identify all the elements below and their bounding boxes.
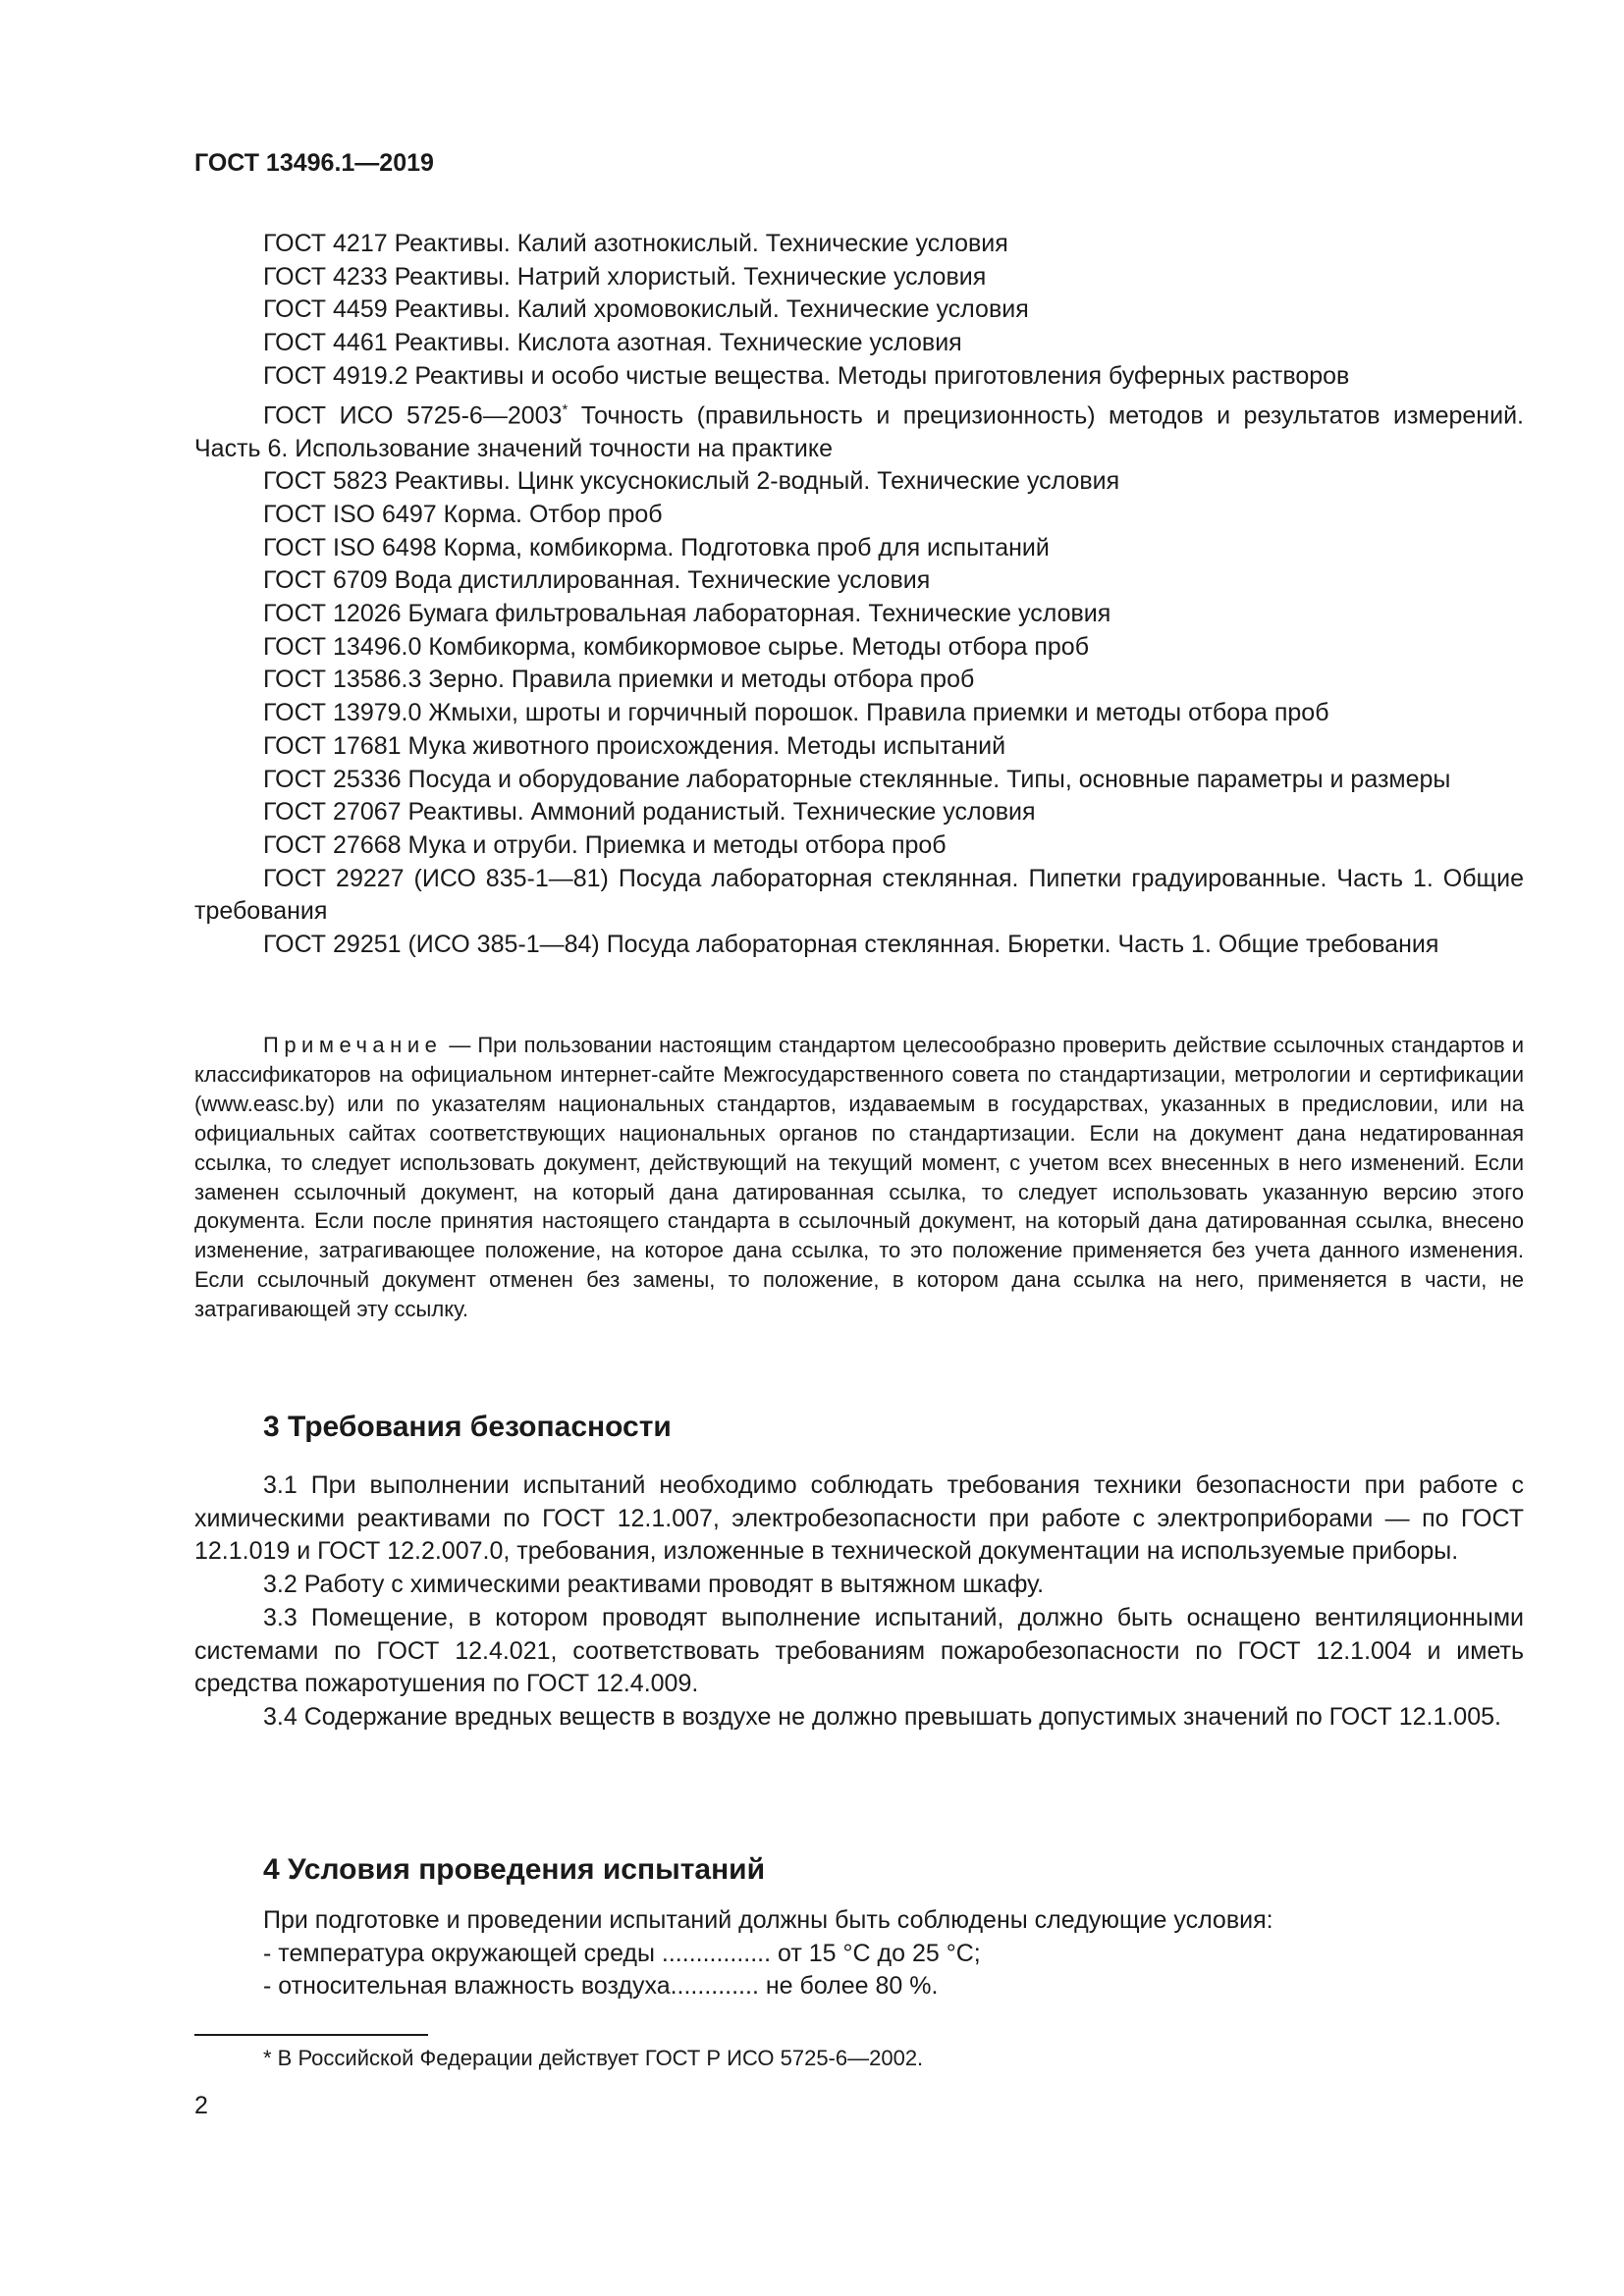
reference-item: ГОСТ 29227 (ИСО 835-1—81) Посуда лабораторная стеклянная. Пипетки градуированные. Часть 1. Общие требования	[194, 864, 1524, 926]
reference-code: ГОСТ ИСО 5725-6—2003	[263, 400, 563, 429]
reference-item: ГОСТ 6709 Вода дистиллированная. Технические условия	[263, 566, 931, 595]
reference-item: ГОСТ 27668 Мука и отруби. Приемка и методы отбора проб	[263, 830, 947, 859]
note-label: Примечание	[263, 1033, 443, 1057]
reference-item: ГОСТ 4461 Реактивы. Кислота азотная. Технические условия	[263, 329, 962, 357]
section-3-heading: 3 Требования безопасности	[263, 1411, 672, 1443]
reference-title: Точность (правильность и прецизионность) методов и результатов измерений. Часть 6. Использование значений точности на практике	[194, 400, 1524, 462]
footnote-marker: *	[562, 400, 568, 418]
note-text: — При пользовании настоящим стандартом целесообразно проверить действие ссылочных стандартов и классификаторов на официальном интернет-сайте Межгосударственного совета по стандартизации, метрологии и сертификации (www.easc.by) или по указателям национальных стандартов, издаваемым в государствах, указанных в предисловии, или на официальных сайтах соответствующих национальных органов по стандартизации. Если на документ дана недатированная ссылка, то следует использовать документ, действующий на текущий момент, с учетом всех внесенных в него изменений. Если заменен ссылочный документ, на который дана датированная ссылка, то следует использовать указанную версию этого документа. Если после принятия настоящего стандарта в ссылочный документ, на который дана датированная ссылка, внесено изменение, затрагивающее положение, на которое дана ссылка, то это положение применяется без учета данного изменения. Если ссылочный документ отменен без замены, то положение, в котором дана ссылка на него, применяется в части, не затрагивающей эту ссылку.	[194, 1033, 1524, 1322]
condition-item: - температура окружающей среды ................ от 15 °С до 25 °С;	[263, 1939, 981, 1967]
section-3-body	[194, 1469, 1524, 1735]
reference-item: ГОСТ 4459 Реактивы. Калий хромовокислый. Технические условия	[263, 295, 1029, 324]
reference-item: ГОСТ 13496.0 Комбикорма, комбикормовое сырье. Методы отбора проб	[263, 632, 1090, 661]
reference-item: ГОСТ 4217 Реактивы. Калий азотнокислый. Технические условия	[263, 230, 1008, 257]
reference-item: ГОСТ 4233 Реактивы. Натрий хлористый. Технические условия	[263, 262, 987, 291]
reference-item: ГОСТ ISO 6497 Корма. Отбор проб	[263, 500, 663, 528]
reference-item: ГОСТ 29251 (ИСО 385-1—84) Посуда лабораторная стеклянная. Бюретки. Часть 1. Общие требования	[263, 931, 1439, 959]
reference-item: ГОСТ 4919.2 Реактивы и особо чистые вещества. Методы приготовления буферных растворов	[263, 361, 1350, 390]
reference-item: ГОСТ 27067 Реактивы. Аммоний роданистый. Технические условия	[263, 798, 1036, 827]
reference-item: ГОСТ 25336 Посуда и оборудование лабораторные стеклянные. Типы, основные параметры и размеры	[263, 765, 1451, 793]
section-4-body	[194, 1904, 1524, 2003]
condition-item: - относительная влажность воздуха............. не более 80 %.	[263, 1972, 939, 2001]
section-4-heading: 4 Условия проведения испытаний	[263, 1853, 766, 1886]
reference-item: ГОСТ 13979.0 Жмыхи, шроты и горчичный порошок. Правила приемки и методы отбора проб	[263, 699, 1329, 727]
reference-item: ГОСТ 5823 Реактивы. Цинк уксуснокислый 2-водный. Технические условия	[263, 467, 1120, 496]
page-number: 2	[194, 2092, 208, 2119]
reference-item: ГОСТ 13586.3 Зерно. Правила приемки и методы отбора проб	[263, 666, 975, 694]
normative-references-list	[194, 228, 1524, 962]
section-paragraph: 3.3 Помещение, в котором проводят выполнение испытаний, должно быть оснащено вентиляционными системами по ГОСТ 12.4.021, соответствовать требованиям пожаробезопасности по ГОСТ 12.1.004 и иметь средства пожаротушения по ГОСТ 12.4.009.	[194, 1603, 1524, 1698]
footnote: * В Российской Федерации действует ГОСТ Р ИСО 5725-6—2002.	[263, 2046, 924, 2070]
reference-item: ГОСТ 12026 Бумага фильтровальная лабораторная. Технические условия	[263, 600, 1111, 628]
reference-item: ГОСТ ISO 6498 Корма, комбикорма. Подготовка проб для испытаний	[263, 533, 1050, 561]
section-paragraph: 3.1 При выполнении испытаний необходимо соблюдать требования техники безопасности при работе с химическими реактивами по ГОСТ 12.1.007, электробезопасности при работе с электроприборами — по ГОСТ 12.1.019 и ГОСТ 12.2.007.0, требования, изложенные в технической документации на используемые приборы.	[194, 1471, 1524, 1566]
section-paragraph: 3.4 Содержание вредных веществ в воздухе не должно превышать допустимых значений по ГОСТ 12.1.005.	[263, 1702, 1501, 1731]
section-paragraph: 3.2 Работу с химическими реактивами проводят в вытяжном шкафу.	[263, 1571, 1045, 1599]
reference-item	[194, 394, 1524, 466]
references-note	[194, 1031, 1524, 1324]
footnote-divider	[194, 2034, 428, 2036]
section-paragraph: При подготовке и проведении испытаний должны быть соблюдены следующие условия:	[263, 1906, 1273, 1934]
reference-item: ГОСТ 17681 Мука животного происхождения. Методы испытаний	[263, 731, 1006, 760]
document-header: ГОСТ 13496.1—2019	[194, 149, 434, 177]
